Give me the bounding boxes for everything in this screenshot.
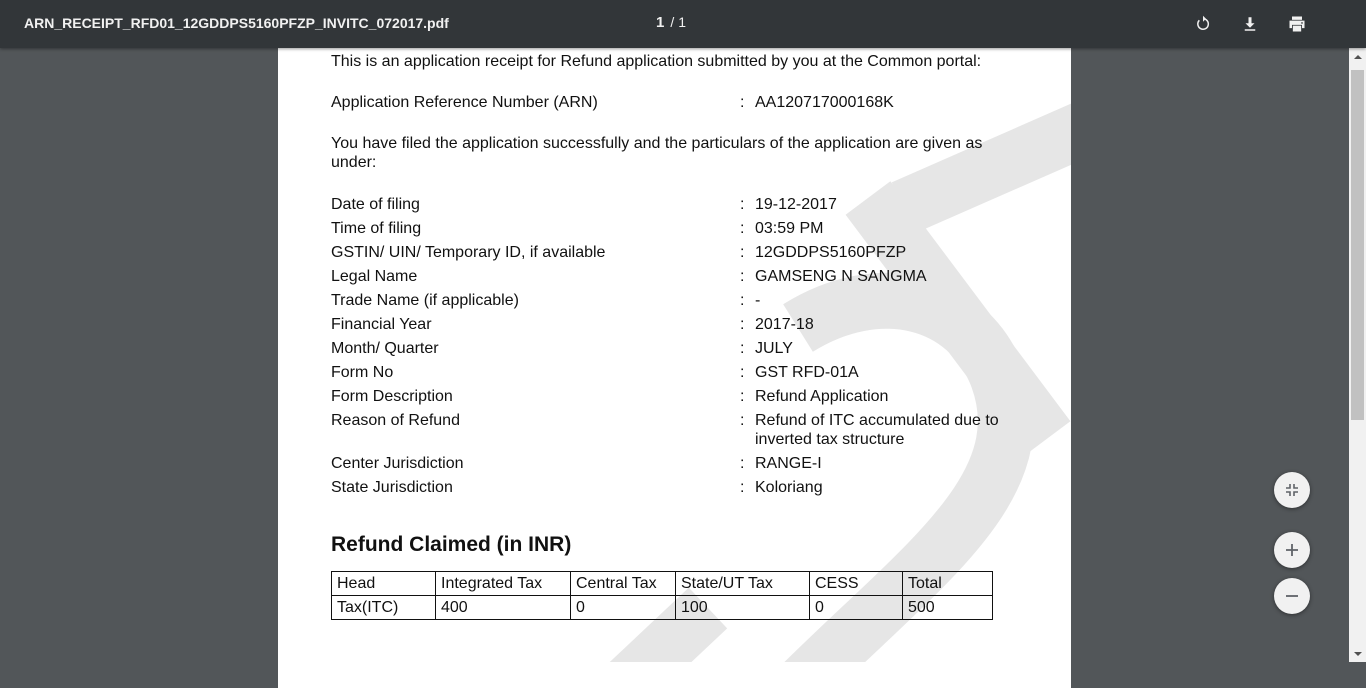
detail-value: 19-12-2017	[755, 196, 837, 213]
detail-value: Refund of ITC accumulated due to	[755, 412, 999, 429]
detail-value: GST RFD-01A	[755, 364, 859, 381]
table-header-cell: CESS	[810, 572, 903, 596]
detail-label: Form Description	[331, 388, 453, 405]
detail-label: Legal Name	[331, 268, 418, 285]
detail-colon: :	[740, 196, 745, 213]
detail-colon: :	[740, 388, 745, 405]
refund-table	[331, 571, 993, 620]
table-header-cell: State/UT Tax	[676, 572, 810, 596]
scroll-up-button[interactable]	[1349, 48, 1366, 65]
table-cell: 100	[676, 596, 810, 620]
detail-value-continued: inverted tax structure	[755, 431, 905, 448]
detail-value: 2017-18	[755, 316, 814, 333]
detail-label: Form No	[331, 364, 394, 381]
detail-colon: :	[740, 292, 745, 309]
zoom-in-button[interactable]	[1274, 532, 1310, 568]
pdf-toolbar	[0, 0, 1366, 48]
detail-value: GAMSENG N SANGMA	[755, 268, 927, 285]
arn-label: Application Reference Number (ARN)	[331, 94, 598, 111]
detail-colon: :	[740, 340, 745, 357]
detail-colon: :	[740, 479, 745, 496]
arn-colon: :	[740, 94, 745, 111]
document-title: ARN_RECEIPT_RFD01_12GDDPS5160PFZP_INVITC_072017.pdf	[24, 15, 449, 31]
table-header-row	[332, 572, 993, 596]
detail-colon: :	[740, 412, 745, 429]
arn-value: AA120717000168K	[755, 94, 894, 111]
rotate-button[interactable]	[1191, 12, 1215, 36]
detail-value: Refund Application	[755, 388, 889, 405]
table-cell: 500	[903, 596, 993, 620]
detail-colon: :	[740, 316, 745, 333]
pdf-page	[278, 48, 1071, 688]
zoom-in-icon	[1285, 543, 1299, 557]
zoom-out-icon	[1285, 589, 1299, 603]
detail-label: GSTIN/ UIN/ Temporary ID, if available	[331, 244, 606, 261]
detail-label: Reason of Refund	[331, 412, 460, 429]
scroll-up-arrow-icon	[1354, 54, 1362, 60]
scroll-down-arrow-icon	[1354, 651, 1362, 657]
download-button[interactable]	[1238, 12, 1262, 36]
detail-label: State Jurisdiction	[331, 479, 453, 496]
current-page-number[interactable]: 1	[656, 14, 665, 31]
detail-label: Financial Year	[331, 316, 432, 333]
success-text-line2: under:	[331, 154, 377, 171]
detail-colon: :	[740, 244, 745, 261]
detail-value: 12GDDPS5160PFZP	[755, 244, 907, 261]
detail-colon: :	[740, 455, 745, 472]
table-cell: 0	[810, 596, 903, 620]
table-header-cell: Integrated Tax	[436, 572, 571, 596]
table-cell: 400	[436, 596, 571, 620]
scroll-down-button[interactable]	[1349, 645, 1366, 662]
fit-to-page-button[interactable]	[1274, 472, 1310, 508]
detail-colon: :	[740, 268, 745, 285]
detail-label: Time of filing	[331, 220, 422, 237]
download-icon	[1241, 15, 1259, 33]
detail-label: Center Jurisdiction	[331, 455, 464, 472]
table-cell: 0	[571, 596, 676, 620]
print-button[interactable]	[1285, 12, 1309, 36]
table-row	[332, 596, 993, 620]
detail-label: Date of filing	[331, 196, 420, 213]
detail-value: Koloriang	[755, 479, 823, 496]
scrollbar-thumb[interactable]	[1351, 70, 1364, 420]
detail-value: 03:59 PM	[755, 220, 824, 237]
vertical-scrollbar[interactable]	[1349, 48, 1366, 662]
detail-value: -	[755, 292, 761, 309]
detail-colon: :	[740, 364, 745, 381]
page-separator: /	[670, 14, 675, 30]
table-cell: Tax(ITC)	[332, 596, 436, 620]
print-icon	[1287, 14, 1307, 34]
fit-to-page-icon	[1285, 483, 1299, 497]
rotate-icon	[1194, 15, 1212, 33]
detail-label: Trade Name (if applicable)	[331, 292, 519, 309]
table-header-cell: Central Tax	[571, 572, 676, 596]
table-header-cell: Head	[332, 572, 436, 596]
detail-colon: :	[740, 220, 745, 237]
success-text-line1: You have filed the application successfully and the particulars of the application are given as	[331, 135, 983, 152]
document-content	[278, 48, 1071, 662]
detail-value: JULY	[755, 340, 793, 357]
detail-label: Month/ Quarter	[331, 340, 439, 357]
intro-text: This is an application receipt for Refund application submitted by you at the Common portal:	[331, 53, 982, 70]
refund-heading: Refund Claimed (in INR)	[331, 533, 572, 556]
table-header-cell: Total	[903, 572, 993, 596]
detail-value: RANGE-I	[755, 455, 822, 472]
total-pages: 1	[678, 14, 687, 30]
page-indicator	[656, 14, 686, 31]
zoom-out-button[interactable]	[1274, 578, 1310, 614]
